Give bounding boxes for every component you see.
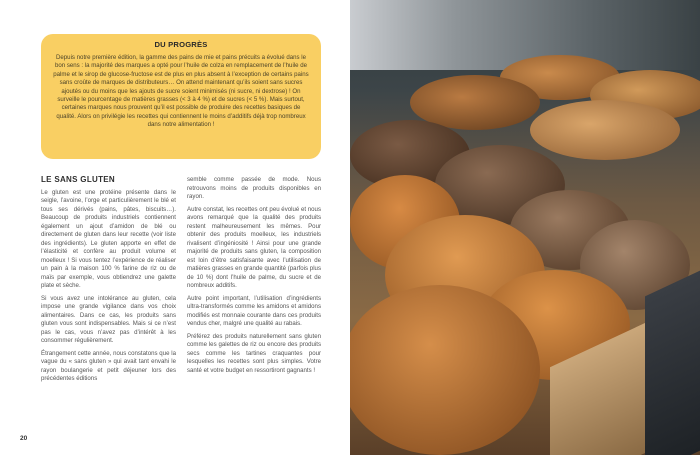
section-title: LE SANS GLUTEN	[41, 175, 115, 184]
article-column-left	[41, 176, 176, 388]
progress-box-text: Depuis notre première édition, la gamme des pains de mie et pains précuits a évolué dans le bon sens : la majorité des marques a opté pour l’huile de colza en remplacement de l’huile de palme et le sirop de glucose-fructose est de plus en plus absent à l’exception de certains pains sans croûte de marques de distributeurs… On attend maintenant qu’ils soient sans sucres ajoutés ou du moins que les ajouts de sucre soient minimisés (ni sucre, ni dextrose) ! On surveille le pourcentage de matières grasses (< 3 à 4 %) et de sucres (< 5 %). Mais surtout, certaines marques nous prouvent qu’il est possible de produire des recettes basiques de qualité. Alors on privilégie les recettes qui contiennent le moins d’additifs déjà trop nombreux dans notre alimentation !	[53, 54, 309, 129]
bread-photo	[350, 0, 700, 455]
progress-info-box	[41, 34, 321, 159]
paragraph: Préférez des produits naturellement sans gluten comme les galettes de riz ou encore des produits secs comme les tartines craquantes pour lesquelles les recettes sont plus simples. Votre santé et votre budget en ressortiront gagnants !	[187, 332, 321, 374]
shelf-edge	[645, 264, 700, 455]
paragraph: Autre point important, l’utilisation d’ingrédients ultra-transformés comme les amidons et amidons modifiés est monnaie courante dans ces produits vendus cher, malgré une qualité au rabais.	[187, 294, 321, 327]
paragraph: Le gluten est une protéine présente dans le seigle, l’avoine, l’orge et particulièrement le blé et tous ses dérivés (pains, pâtes, biscuits…). Beaucoup de produits industriels contiennent également un ajout d’amidon de blé ou directement de gluten dans leur recette (voir liste des ingrédients). Le gluten apporte en effet de l’élasticité et confère au produit volume et moelleux ! Si vous tentez l’expérience de réaliser un pain à la maison 100 % farine de riz ou de maïs par exemple, vous obtiendrez une galette plate et sèche.	[41, 188, 176, 289]
paragraph: Si vous avez une intolérance au gluten, cela impose une grande vigilance dans vos choix alimentaires. Dans ce cas, les produits sans gluten vous sont indispensables. Mais si ce n’est pas le cas, vous n’avez pas d’intérêt à les consommer régulièrement.	[41, 294, 176, 344]
paragraph: semble comme passée de mode. Nous retrouvons moins de produits disponibles en rayon.	[187, 176, 321, 200]
bread-loaf	[530, 100, 680, 160]
paragraph: Étrangement cette année, nous constatons que la vague du « sans gluten » qui avait tant envahi le rayon boulangerie et petit déjeuner lors des précédentes éditions	[41, 349, 176, 382]
paragraph: Autre constat, les recettes ont peu évolué et nous avons remarqué que la qualité des produits restent malheureusement les mêmes. Pour obtenir des produits moelleux, les industriels rivalisent d’ingéniosité ! Ainsi pour une grande majorité de produits sans gluten, la composition est loin d’être satisfaisante avec l’utilisation de matières grasses en grande quantité (parfois plus de 10 %) dont l’huile de palme, du sucre et de nombreux additifs.	[187, 205, 321, 289]
page-number: 20	[20, 435, 28, 442]
progress-box-title: DU PROGRÈS	[154, 40, 208, 49]
article-column-right	[187, 176, 321, 379]
